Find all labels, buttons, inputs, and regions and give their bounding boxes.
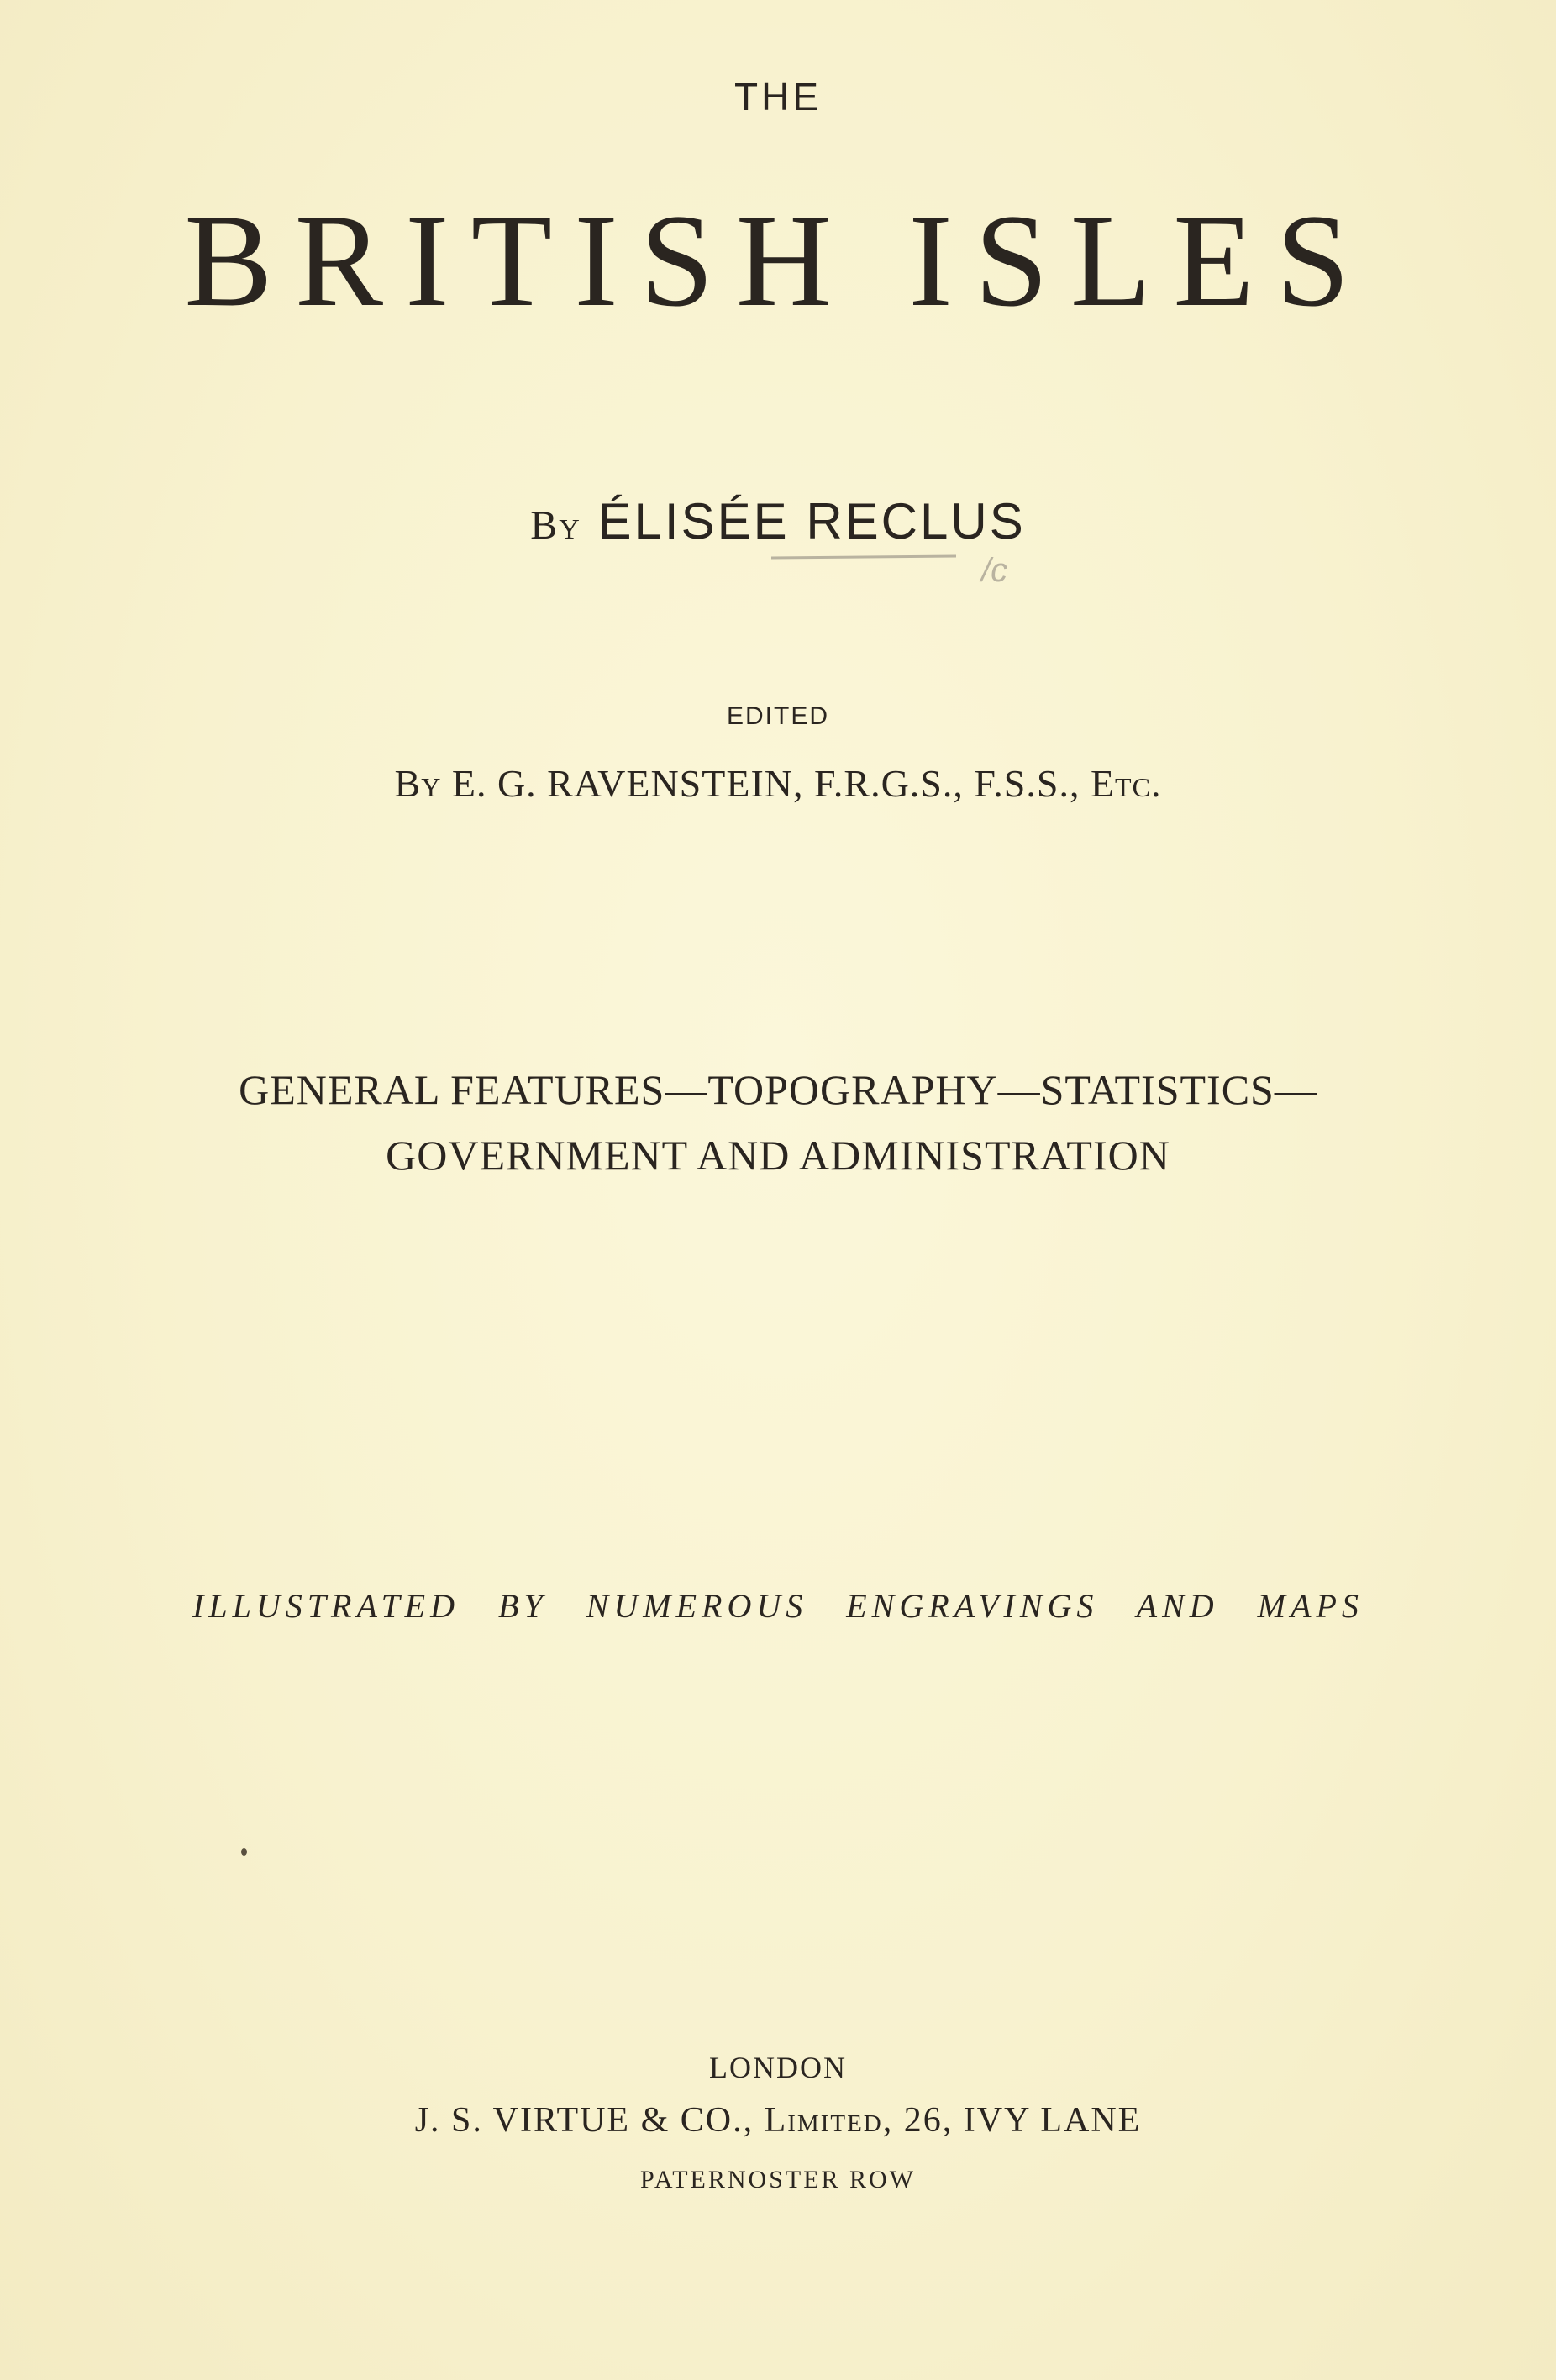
pencil-mark-text: /c	[981, 553, 1008, 586]
illustrated-note: ILLUSTRATED BY NUMEROUS ENGRAVINGS AND MAPS	[192, 1587, 1364, 1625]
imprint-publisher	[0, 2100, 1556, 2141]
subjects-line-1: GENERAL FEATURES—TOPOGRAPHY—STATISTICS—	[239, 1066, 1317, 1113]
edited-label: EDITED	[726, 702, 829, 730]
publisher-name: J. S. VIRTUE & CO.,	[414, 2101, 754, 2140]
editor-line	[0, 761, 1556, 806]
author-name: ÉLISÉE RECLUS	[597, 493, 1026, 549]
editor-prefix: By	[394, 762, 442, 805]
book-title: BRITISH ISLES	[184, 187, 1372, 334]
author-prefix: By	[530, 503, 581, 548]
pencil-annotation	[771, 553, 1040, 586]
title-article: THE	[734, 75, 822, 118]
publisher-limited: Limited,	[764, 2101, 894, 2140]
editor-name: E. G. RAVENSTEIN, F.R.G.S., F.S.S.,	[451, 762, 1080, 805]
author-line	[0, 492, 1556, 550]
ink-speck	[241, 1848, 247, 1856]
subjects-line-2: GOVERNMENT AND ADMINISTRATION	[386, 1132, 1170, 1179]
imprint-street: PATERNOSTER ROW	[639, 2166, 917, 2193]
imprint-city: LONDON	[709, 2051, 847, 2084]
editor-suffix: Etc.	[1090, 762, 1162, 805]
pencil-underline	[771, 556, 956, 558]
publisher-address: 26, IVY LANE	[903, 2101, 1142, 2140]
